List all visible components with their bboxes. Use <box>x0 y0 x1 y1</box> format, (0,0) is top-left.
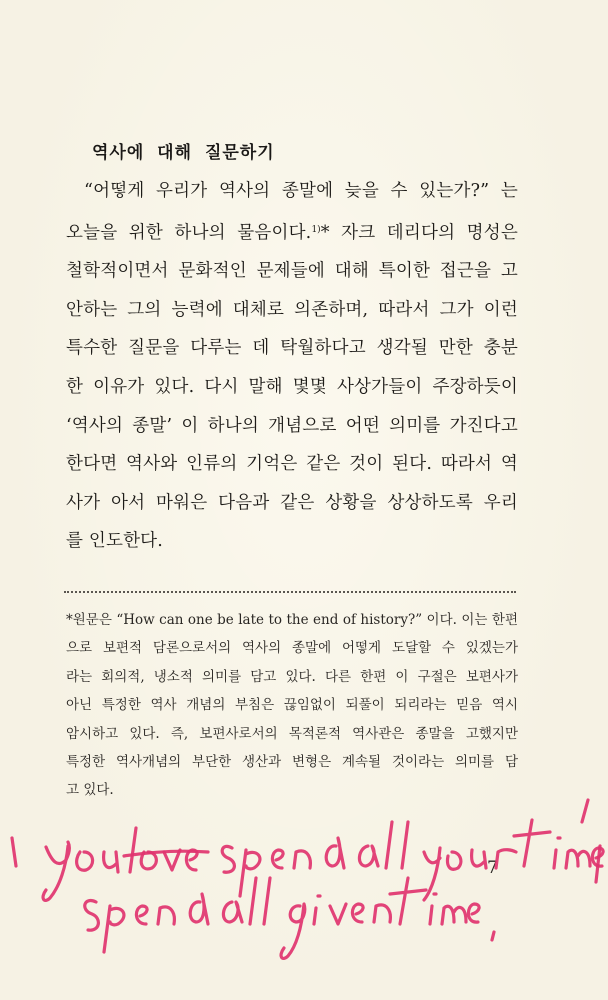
scribble-spend <box>222 838 344 896</box>
footnote-line: 암시하고 있다. 즉, 보편사로서의 목적론적 역사관은 종말을 고했지만 <box>66 725 518 742</box>
footnote-line: 라는 회의적, 냉소적 의미를 담고 있다. 다른 한편 이 구절은 보편사가 <box>66 668 518 685</box>
body-line: 철학적이면서 문화적인 문제들에 대해 특이한 접근을 고 <box>66 261 518 282</box>
body-line: 한 이유가 있다. 다시 말해 몇몇 사상가들이 주장하듯이 <box>66 376 518 397</box>
scribble-time-2 <box>390 878 479 924</box>
body-line: 사가 아서 마워은 다음과 같은 상황을 상상하도록 우리 <box>66 492 518 513</box>
body-line: 한다면 역사와 인류의 기억은 같은 것이 된다. 따라서 역 <box>66 454 518 475</box>
body-line-part: 오늘을 위한 하나의 물음이다. <box>66 222 312 243</box>
scribble-all <box>359 822 408 868</box>
body-line: 를 인도한다. <box>66 531 164 552</box>
footnote-line: 아닌 특정한 역사 개념의 부침은 끊임없이 되풀이 되리라는 믿음 역시 <box>66 697 518 714</box>
body-line <box>66 211 518 253</box>
footnote-line: *원문은 “How can one be late to the end of history?” 이다. 이는 한편 <box>66 612 518 628</box>
scribble-you <box>43 842 118 900</box>
footnote-divider <box>64 591 516 593</box>
body-line: ‘역사의 종말’ 이 하나의 개념으로 어떤 의미를 가진다고 <box>66 415 518 436</box>
footnote-line: 특정한 역사개념의 부단한 생산과 변형은 계속될 것이라는 의미를 담 <box>66 754 518 771</box>
scribble-period <box>492 932 494 940</box>
scribble-love <box>130 828 197 872</box>
body-line: 안하는 그의 능력에 대체로 의존하며, 따라서 그가 이런 <box>66 299 518 320</box>
body-line-part: * 자크 데리다의 명성은 <box>320 222 518 243</box>
body-paragraph <box>66 172 518 561</box>
scribble-time <box>514 820 603 868</box>
footnote-line: 고 있다. <box>66 782 114 799</box>
page-number: 7 <box>487 858 498 878</box>
scribble-all-2 <box>223 878 270 924</box>
scribble-tail <box>596 846 600 882</box>
body-line: “어떻게 우리가 역사의 종말에 늦을 수 있는가?” 는 <box>84 181 518 201</box>
scribble-tick <box>12 838 16 866</box>
scribble-your <box>424 848 516 900</box>
footnote <box>66 606 518 805</box>
scribble-apostrophe <box>582 800 588 822</box>
footnote-reference: 1) <box>311 224 321 235</box>
section-heading: 역사에 대해 질문하기 <box>92 143 275 163</box>
scribble-spend-2 <box>85 894 208 952</box>
footnote-line: 으로 보편적 담론으로서의 역사의 종말에 어떻게 도달할 수 있겠는가 <box>66 640 518 657</box>
body-line: 특수한 질문을 다루는 데 탁월하다고 생각될 만한 충분 <box>66 338 518 359</box>
scribble-given <box>281 896 390 958</box>
scribble-strikethrough <box>124 851 208 856</box>
